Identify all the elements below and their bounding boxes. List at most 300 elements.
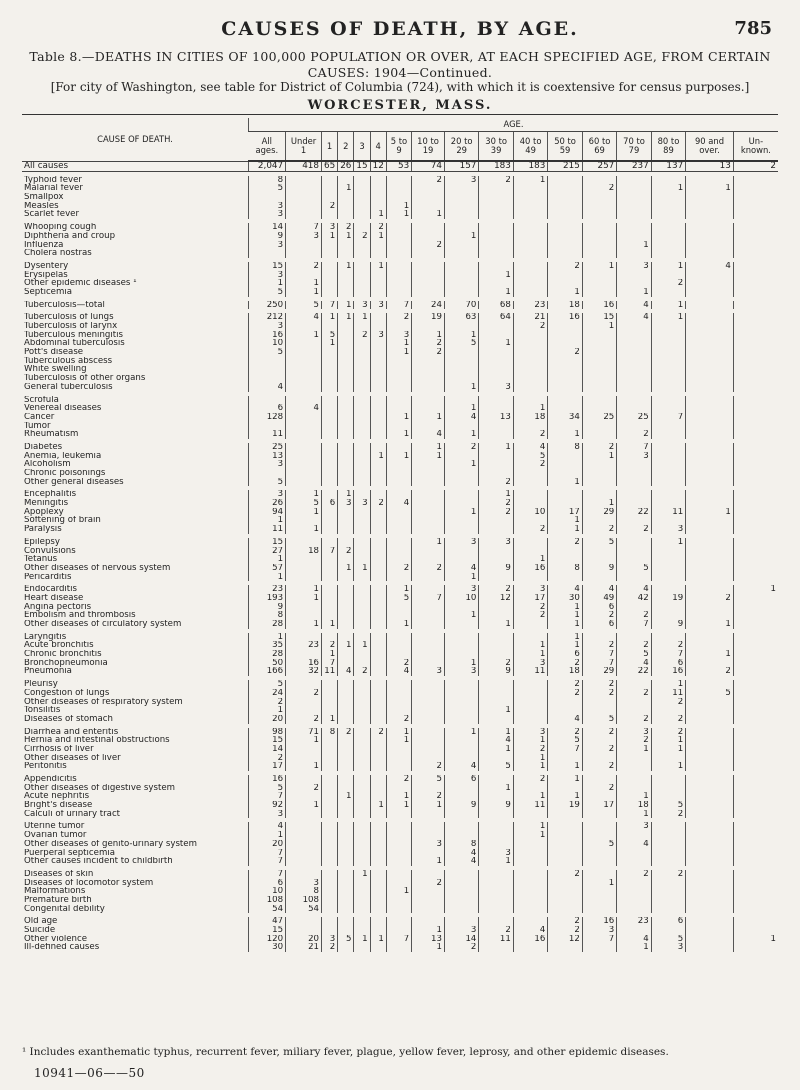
count-cell: 24 [412,301,445,310]
count-cell [322,831,338,840]
count-cell [651,879,685,888]
count-cell: 3 [249,810,286,819]
count-cell [286,210,322,219]
cause-label: Scrofula [24,395,59,405]
count-cell [617,879,651,888]
count-cell [338,775,354,784]
count-cell [322,840,338,849]
count-cell [370,288,386,297]
cause-label: Hernia and intestinal obstructions [24,736,170,745]
count-cell [582,396,616,405]
count-cell: 1 [479,271,513,280]
count-cell [733,288,778,297]
count-cell [370,879,386,888]
count-cell [686,339,734,348]
count-cell: 18 [513,413,547,422]
count-cell [412,706,445,715]
count-cell: 193 [249,594,286,603]
count-cell [651,896,685,905]
count-cell [651,443,685,452]
count-cell [354,611,370,620]
count-cell [733,745,778,754]
count-cell: 2 [548,262,582,271]
table-row [22,849,778,858]
count-cell [444,822,478,831]
count-cell [322,603,338,612]
table-row [22,478,778,487]
count-cell [651,460,685,469]
count-cell [444,754,478,763]
table-row [22,754,778,763]
count-cell: 4 [513,926,547,935]
count-cell [582,754,616,763]
count-cell [479,943,513,952]
count-cell [548,490,582,499]
count-cell [479,452,513,461]
count-cell [386,271,411,280]
count-cell [479,547,513,556]
count-cell: 98 [249,728,286,737]
count-cell [617,857,651,866]
count-cell [338,288,354,297]
count-cell [733,241,778,250]
count-cell [651,478,685,487]
count-cell: 1 [386,413,411,422]
count-cell [733,490,778,499]
count-cell [733,736,778,745]
count-cell: 1 [286,762,322,771]
count-cell [733,413,778,422]
count-cell: 1 [513,736,547,745]
count-cell [338,396,354,405]
count-cell: 30 [548,594,582,603]
count-cell [370,249,386,258]
count-cell [513,232,547,241]
count-cell: 15 [249,736,286,745]
table-row [22,357,778,366]
count-cell [412,223,445,232]
count-cell [354,715,370,724]
count-cell [412,896,445,905]
count-cell [444,396,478,405]
count-cell [617,383,651,392]
count-cell [686,443,734,452]
count-cell: 2 [513,603,547,612]
count-cell [733,633,778,642]
count-cell [479,331,513,340]
count-cell [338,801,354,810]
count-cell [733,184,778,193]
count-cell: 7 [617,443,651,452]
count-cell: 215 [548,161,582,171]
count-cell [322,430,338,439]
count-cell: 1 [548,288,582,297]
count-cell [338,210,354,219]
age-column-header: 60 to 69 [582,132,616,162]
count-cell [686,413,734,422]
count-cell: 8 [249,611,286,620]
count-cell [370,339,386,348]
count-cell [686,935,734,944]
age-column-header: 10 to 19 [412,132,445,162]
count-cell [286,754,322,763]
count-cell [686,603,734,612]
cause-label: Tuberculous meningitis [24,330,123,340]
count-cell: 1 [686,184,734,193]
count-cell: 137 [651,161,685,171]
count-cell: 3 [444,538,478,547]
count-cell [617,547,651,556]
count-cell: 21 [513,313,547,322]
count-cell [686,478,734,487]
count-cell [386,525,411,534]
count-cell [412,917,445,926]
count-cell: 2 [582,525,616,534]
count-cell [386,754,411,763]
count-cell: 7 [249,870,286,879]
table-row [22,728,778,737]
count-cell [412,728,445,737]
cause-label: Peritonitis [24,762,67,771]
count-cell [286,680,322,689]
count-cell: 1 [651,301,685,310]
table-row [22,241,778,250]
count-cell [513,357,547,366]
count-cell: 2 [548,659,582,668]
cause-label: Congenital debility [24,904,105,914]
table-row [22,161,778,171]
count-cell: 1 [444,728,478,737]
count-cell [412,555,445,564]
count-cell [582,383,616,392]
count-cell: 8 [548,443,582,452]
count-cell: 16 [513,935,547,944]
count-cell [338,339,354,348]
count-cell [412,822,445,831]
count-cell [513,262,547,271]
count-cell: 1 [548,478,582,487]
count-cell [479,792,513,801]
count-cell: 3 [249,210,286,219]
count-cell: 3 [249,460,286,469]
count-cell: 11 [249,525,286,534]
cause-label: Meningitis [24,499,69,508]
count-cell [733,917,778,926]
count-cell [651,396,685,405]
count-cell [651,223,685,232]
count-cell [686,564,734,573]
count-cell [370,460,386,469]
count-cell [548,905,582,914]
count-cell [370,271,386,280]
count-cell [733,404,778,413]
count-cell: 15 [582,313,616,322]
count-cell: 2 [548,689,582,698]
count-cell [322,288,338,297]
count-cell: 1 [386,620,411,629]
count-cell [338,926,354,935]
count-cell [370,792,386,801]
count-cell [617,404,651,413]
count-cell: 2 [582,762,616,771]
count-cell: 9 [249,603,286,612]
count-cell [354,775,370,784]
count-cell [686,715,734,724]
count-cell [370,430,386,439]
count-cell [386,547,411,556]
count-cell [582,404,616,413]
count-cell: 3 [617,822,651,831]
count-cell [686,887,734,896]
count-cell [338,516,354,525]
count-cell [582,698,616,707]
count-cell [386,943,411,952]
count-cell [582,223,616,232]
count-cell: 5 [651,801,685,810]
count-cell [513,547,547,556]
count-cell [354,538,370,547]
count-cell: 1 [286,585,322,594]
count-cell [686,926,734,935]
table-row [22,508,778,517]
count-cell [444,917,478,926]
count-cell: 2 [548,926,582,935]
count-cell [286,926,322,935]
count-cell [338,745,354,754]
count-cell [338,573,354,582]
count-cell: 1 [286,331,322,340]
count-cell [513,810,547,819]
count-cell [444,650,478,659]
count-cell [513,633,547,642]
count-cell: 5 [286,301,322,310]
count-cell [733,926,778,935]
count-cell: 1 [386,887,411,896]
cause-label: Measles [24,201,59,211]
count-cell [444,357,478,366]
count-cell [513,241,547,250]
count-cell [386,680,411,689]
count-cell [354,223,370,232]
count-cell [617,176,651,185]
count-cell [386,396,411,405]
count-cell: 6 [548,650,582,659]
cause-label: Other diseases of genito-urinary system [24,839,197,849]
count-cell [386,857,411,866]
table-row [22,594,778,603]
count-cell [651,849,685,858]
count-cell: 22 [617,508,651,517]
footnote: ¹ Includes exanthematic typhus, recurrent fever, miliary fever, plague, yellow fever, leprosy, and other epidemic diseases. [22,1046,669,1058]
count-cell [338,810,354,819]
count-cell: 1 [513,404,547,413]
cause-label: White swelling [24,365,87,375]
table-row [22,943,778,952]
count-cell [286,443,322,452]
count-cell: 2 [249,754,286,763]
count-cell [338,762,354,771]
count-cell: 10 [444,594,478,603]
table-row [22,460,778,469]
table-row [22,870,778,879]
count-cell: 2 [479,478,513,487]
count-cell [733,452,778,461]
table-row [22,698,778,707]
count-cell: 1 [617,241,651,250]
cause-label: Cancer [24,412,55,422]
count-cell [513,184,547,193]
count-cell [548,460,582,469]
count-cell: 1 [370,935,386,944]
table-row [22,525,778,534]
count-cell [338,680,354,689]
count-cell [354,443,370,452]
count-cell: 2 [479,585,513,594]
count-cell: 1 [338,262,354,271]
count-cell: 11 [513,801,547,810]
count-cell [617,603,651,612]
count-cell [582,706,616,715]
cause-label: Diphtheria and croup [24,231,116,241]
count-cell [651,754,685,763]
count-cell [370,279,386,288]
count-cell [370,659,386,668]
count-cell: 1 [651,736,685,745]
count-cell [651,339,685,348]
count-cell: 9 [479,667,513,676]
count-cell [286,374,322,383]
count-cell: 10 [249,339,286,348]
cause-label: Laryngitis [24,632,67,642]
count-cell [479,633,513,642]
count-cell [479,905,513,914]
count-cell [651,422,685,431]
count-cell [354,202,370,211]
count-cell [513,840,547,849]
count-cell [733,331,778,340]
count-cell [412,810,445,819]
count-cell [686,728,734,737]
count-cell: 16 [249,775,286,784]
count-cell [651,383,685,392]
count-cell [617,680,651,689]
count-cell [249,469,286,478]
count-cell [370,478,386,487]
count-cell: 5 [338,935,354,944]
cause-label: Pleurisy [24,680,58,689]
count-cell [386,689,411,698]
count-cell: 1 [479,706,513,715]
count-cell [286,430,322,439]
count-cell [548,698,582,707]
count-cell: 1 [582,262,616,271]
count-cell: 17 [513,594,547,603]
count-cell [617,784,651,793]
table-row [22,917,778,926]
count-cell [338,603,354,612]
count-cell [651,611,685,620]
count-cell: 2 [286,262,322,271]
count-cell: 1 [686,508,734,517]
count-cell: 4 [686,262,734,271]
count-cell: 1 [651,762,685,771]
count-cell [548,857,582,866]
table-row [22,193,778,202]
count-cell: 2 [412,339,445,348]
count-cell [548,840,582,849]
count-cell: 4 [444,857,478,866]
table-row [22,887,778,896]
table-row [22,620,778,629]
count-cell: 2 [479,926,513,935]
count-cell: 7 [386,301,411,310]
count-cell [322,905,338,914]
count-cell: 1 [513,831,547,840]
count-cell: 5 [686,689,734,698]
cause-label: Suicide [24,926,56,935]
count-cell [370,831,386,840]
count-cell: 9 [582,564,616,573]
count-cell [479,469,513,478]
count-cell: 1 [479,620,513,629]
count-cell [412,573,445,582]
count-cell [322,594,338,603]
count-cell [548,374,582,383]
count-cell: 1 [479,784,513,793]
count-cell [286,241,322,250]
count-cell: 1 [338,232,354,241]
count-cell: 3 [513,728,547,737]
count-cell [513,499,547,508]
count-cell: 2 [548,917,582,926]
count-cell [370,926,386,935]
count-cell: 1 [286,288,322,297]
count-cell: 3 [479,383,513,392]
count-cell: 3 [617,262,651,271]
count-cell [617,926,651,935]
count-cell [338,831,354,840]
count-cell [322,241,338,250]
age-column-header: 1 [322,132,338,162]
count-cell [651,331,685,340]
count-cell [479,887,513,896]
count-cell [386,365,411,374]
count-cell [733,896,778,905]
count-cell: 94 [249,508,286,517]
count-cell [370,745,386,754]
count-cell [354,680,370,689]
table-row [22,232,778,241]
count-cell: 1 [249,279,286,288]
table-row [22,792,778,801]
cause-label: Chronic bronchitis [24,650,102,659]
table-row [22,322,778,331]
count-cell: 3 [249,490,286,499]
count-cell [354,430,370,439]
cause-label: Other general diseases [24,477,124,487]
count-cell: 12 [370,161,386,171]
count-cell [322,413,338,422]
count-cell [322,279,338,288]
cause-label: Pericarditis [24,572,72,582]
count-cell [322,887,338,896]
count-cell [479,404,513,413]
count-cell [412,357,445,366]
age-column-header: 40 to 49 [513,132,547,162]
count-cell [733,365,778,374]
count-cell [548,555,582,564]
count-cell [386,516,411,525]
